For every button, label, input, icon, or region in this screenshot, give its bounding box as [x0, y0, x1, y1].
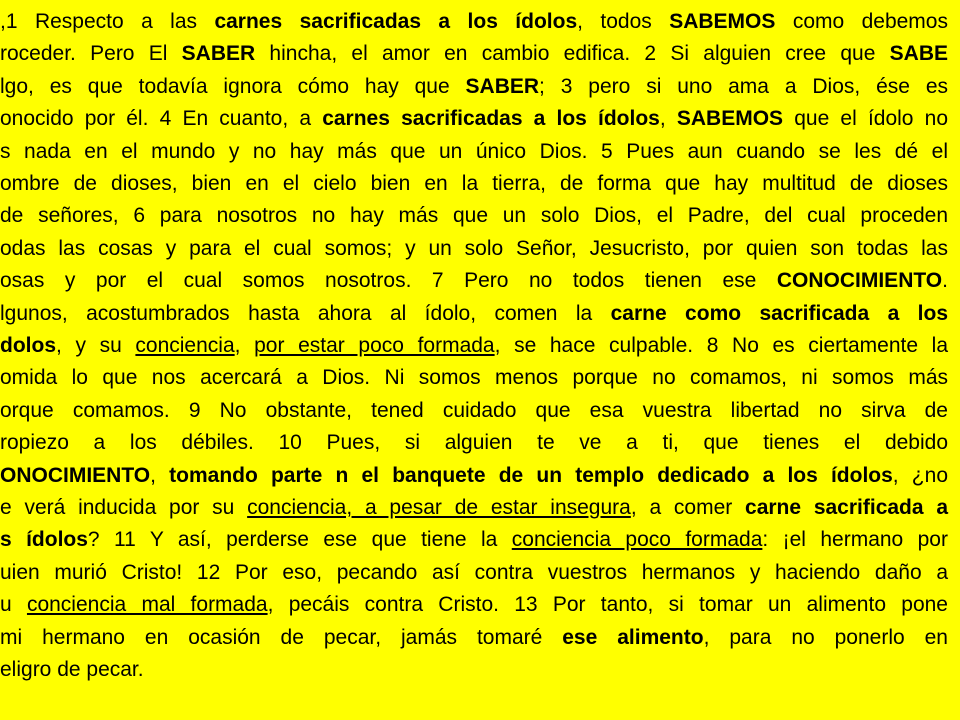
text-run: , pecáis contra Cristo. 13 Por tanto, si tomar un alimento pone — [267, 593, 948, 617]
text-run: , — [659, 107, 677, 131]
text-run: onocido por él. 4 En cuanto, a — [0, 107, 323, 131]
text-run: ? 11 Y así, perderse ese que tiene la — [87, 528, 512, 552]
text-run: : ¡el hermano por — [762, 528, 948, 552]
bold-phrase: SABEMOS — [669, 10, 776, 33]
text-line — [0, 268, 948, 294]
text-line — [0, 171, 948, 197]
text-run: u — [0, 593, 27, 617]
text-run: odas las cosas y para el cual somos; y un solo Señor, Jesucristo, por quien son todas las — [0, 236, 948, 260]
text-line — [0, 560, 948, 586]
bold-phrase: carnes sacrificadas a los ídolos — [214, 10, 578, 33]
text-run: osas y por el cual somos nosotros. 7 Pero no todos tienen ese — [0, 269, 777, 293]
underlined-phrase: conciencia, a pesar de estar insegura — [247, 496, 631, 519]
text-line — [0, 657, 144, 683]
text-run: de señores, 6 para nosotros no hay más que un solo Dios, el Padre, del cual proceden — [0, 204, 948, 228]
text-run: , para no ponerlo en — [703, 625, 948, 649]
text-line — [0, 365, 948, 391]
bold-phrase: ese alimento — [562, 625, 704, 649]
text-line — [0, 203, 948, 229]
bold-phrase: dolos — [0, 334, 56, 357]
text-line — [0, 463, 948, 489]
text-line — [0, 625, 948, 651]
text-run: ,1 Respecto a las — [0, 10, 215, 33]
text-line — [0, 333, 948, 359]
text-run: e verá inducida por su — [0, 496, 248, 519]
text-run: , — [234, 334, 255, 357]
text-line — [0, 527, 948, 553]
text-line — [0, 495, 948, 521]
underlined-phrase: conciencia mal formada — [26, 593, 268, 617]
bold-phrase: carne sacrificada a — [745, 496, 949, 519]
bold-phrase: SABER — [181, 42, 256, 66]
text-run: roceder. Pero El — [0, 42, 182, 66]
text-run: lgo, es que todavía ignora cómo hay que — [0, 74, 466, 98]
text-line — [0, 106, 948, 132]
text-run: , todos — [577, 10, 670, 33]
text-run: , se hace culpable. 8 No es ciertamente la — [494, 334, 948, 357]
text-run: omida lo que nos acercará a Dios. Ni somos menos porque no comamos, ni somos más — [0, 366, 948, 390]
text-run: ropiezo a los débiles. 10 Pues, si alguien te ve a ti, que tienes el debido — [0, 431, 948, 455]
text-run: como debemos — [775, 10, 948, 33]
bold-phrase: SABE — [889, 42, 949, 66]
bold-phrase: CONOCIMIENTO — [776, 269, 943, 293]
text-run: , a comer — [630, 496, 746, 519]
bold-phrase: ONOCIMIENTO — [0, 463, 151, 487]
bold-phrase: carnes sacrificadas a los ídolos — [322, 107, 660, 131]
bold-phrase: carne como sacrificada a los — [610, 301, 948, 325]
text-line — [0, 301, 948, 327]
text-run: ombre de dioses, bien en el cielo bien en la tierra, de forma que hay multitud de dioses — [0, 172, 948, 195]
underlined-phrase: conciencia poco formada — [511, 528, 763, 552]
underlined-phrase: por estar poco formada — [254, 334, 495, 357]
text-line — [0, 9, 948, 35]
text-line — [0, 398, 948, 424]
text-line — [0, 139, 948, 165]
text-run: , ¿no — [892, 463, 948, 487]
text-run: lgunos, acostumbrados hasta ahora al ídolo, comen la — [0, 301, 611, 325]
text-run: s nada en el mundo y no hay más que un único Dios. 5 Pues aun cuando se les dé el — [0, 139, 948, 163]
bold-phrase: s ídolos — [0, 528, 88, 552]
text-line — [0, 592, 948, 618]
text-run: eligro de pecar. — [0, 658, 144, 681]
text-run: que el ídolo no — [783, 107, 949, 131]
text-run: hincha, el amor en cambio edifica. 2 Si alguien cree que — [255, 42, 890, 66]
text-run: . — [942, 269, 948, 293]
text-run: orque comamos. 9 No obstante, tened cuidado que esa vuestra libertad no sirva de — [0, 398, 948, 422]
text-run: ; 3 pero si uno ama a Dios, ése es — [539, 74, 949, 98]
text-run: , — [150, 463, 170, 487]
text-line — [0, 236, 948, 262]
text-run: mi hermano en ocasión de pecar, jamás tomaré — [0, 625, 563, 649]
text-line — [0, 41, 948, 67]
bold-phrase: SABER — [465, 74, 540, 98]
underlined-phrase: conciencia — [135, 334, 235, 357]
bold-phrase: tomando parte n el banquete de un templo dedicado a los ídolos — [169, 463, 893, 487]
text-line — [0, 74, 948, 100]
bold-phrase: SABEMOS — [676, 107, 784, 131]
text-run: , y su — [56, 334, 136, 357]
text-line — [0, 430, 948, 456]
text-run: uien murió Cristo! 12 Por eso, pecando así contra vuestros hermanos y haciendo daño a — [0, 560, 948, 584]
